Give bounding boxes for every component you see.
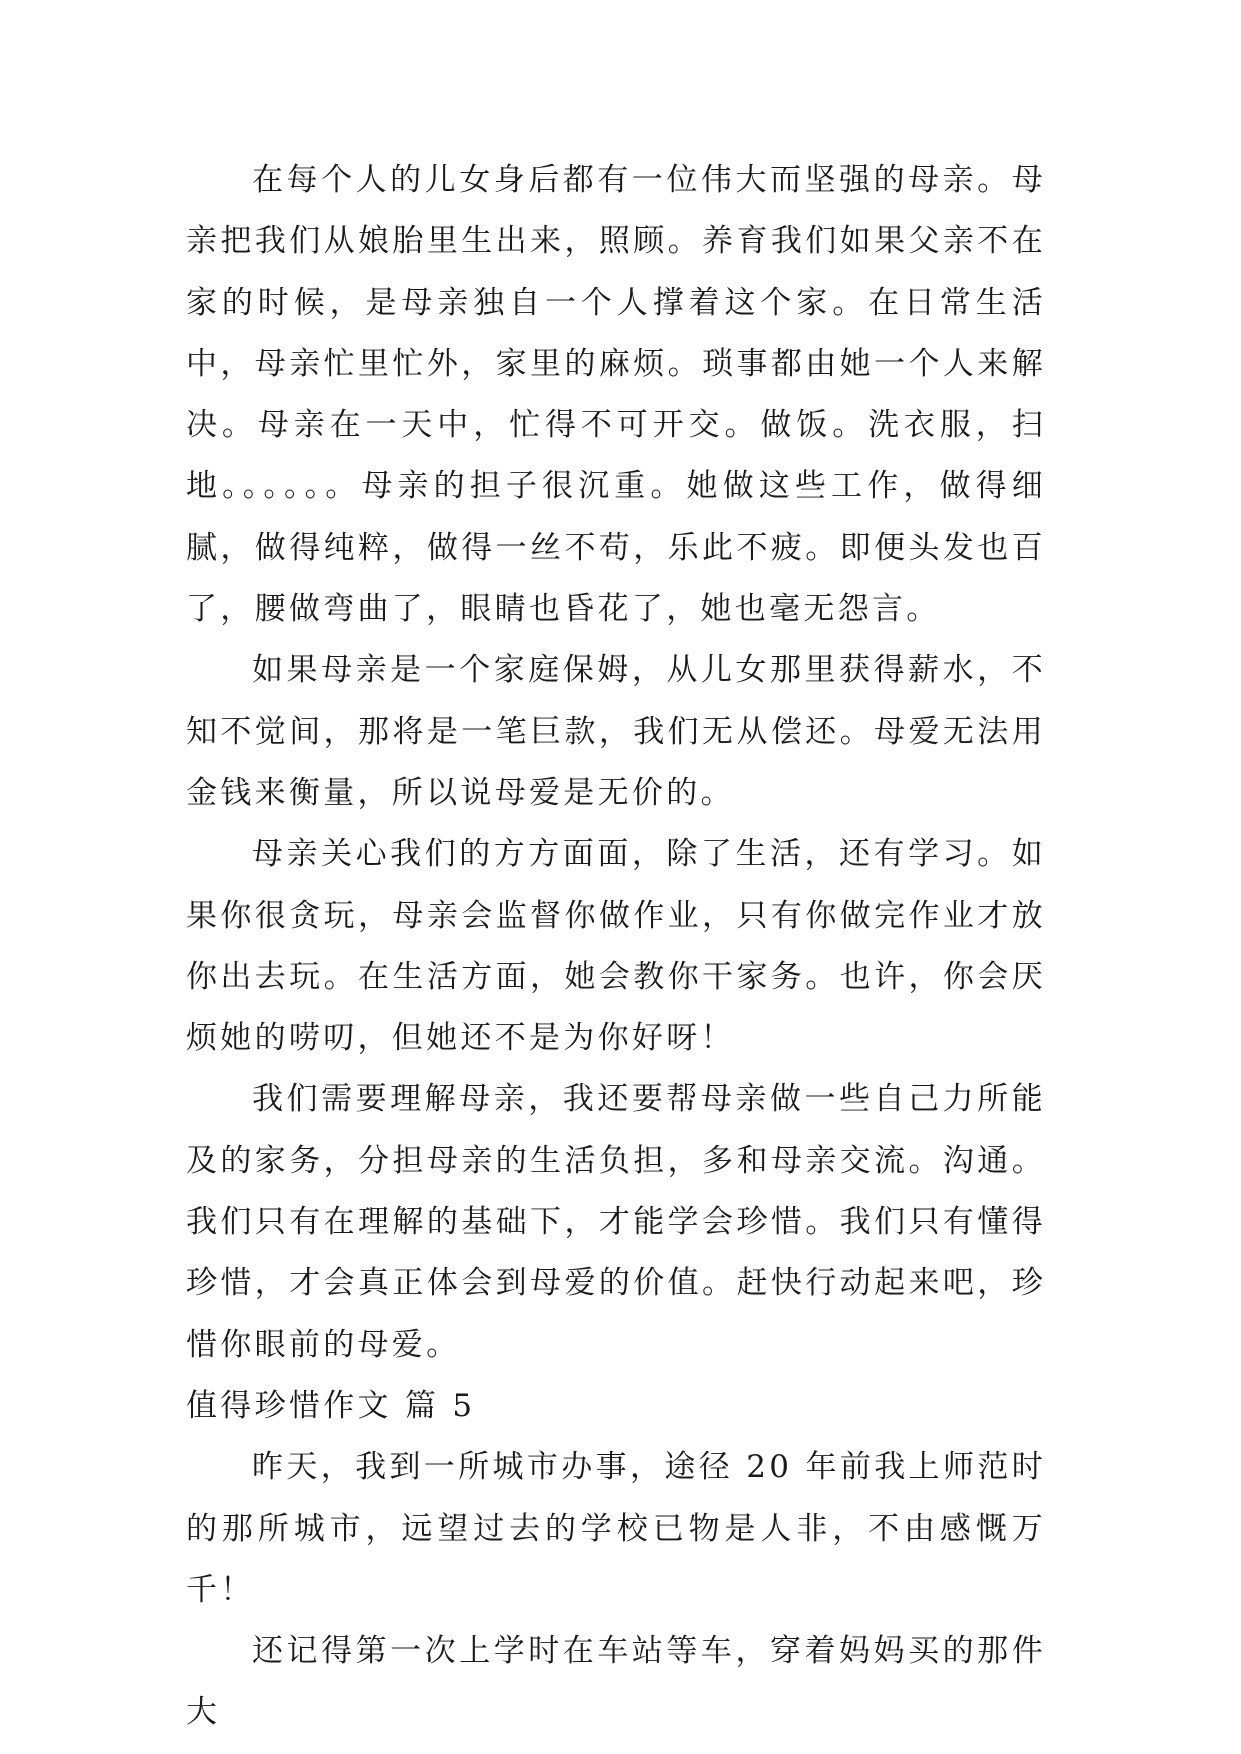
section-heading: 值得珍惜作文 篇 5: [186, 1387, 476, 1424]
paragraph-3: 母亲关心我们的方方面面，除了生活，还有学习。如果你很贪玩，母亲会监督你做作业，只有你做完作业才放你出去玩。在生活方面，她会教你干家务。也许，你会厌烦她的唠叨，但她还不是为你好呀！: [186, 836, 1046, 1057]
paragraph-4: 我们需要理解母亲，我还要帮母亲做一些自己力所能及的家务，分担母亲的生活负担，多和母亲交流。沟通。我们只有在理解的基础下，才能学会珍惜。我们只有懂得珍惜，才会真正体会到母爱的价值。赶快行动起来吧，珍惜你眼前的母爱。: [186, 1081, 1046, 1363]
section-paragraph-2: 还记得第一次上学时在车站等车，穿着妈妈买的那件大: [186, 1633, 1046, 1731]
section-paragraph-1: 昨天，我到一所城市办事，途径 20 年前我上师范时的那所城市，远望过去的学校已物是人非，不由感慨万千！: [186, 1449, 1046, 1608]
document-page: [186, 150, 1046, 1744]
paragraph-2: 如果母亲是一个家庭保姆，从儿女那里获得薪水，不知不觉间，那将是一笔巨款，我们无从偿还。母爱无法用金钱来衡量，所以说母爱是无价的。: [186, 652, 1046, 811]
paragraph-1: 在每个人的儿女身后都有一位伟大而坚强的母亲。母亲把我们从娘胎里生出来，照顾。养育我们如果父亲不在家的时候，是母亲独自一个人撑着这个家。在日常生活中，母亲忙里忙外，家里的麻烦。琐事都由她一个人来解决。母亲在一天中，忙得不可开交。做饭。洗衣服，扫地。。。。。。母亲的担子很沉重。她做这些工作，做得细腻，做得纯粹，做得一丝不苟，乐此不疲。即便头发也百了，腰做弯曲了，眼睛也昏花了，她也毫无怨言。: [186, 162, 1046, 628]
